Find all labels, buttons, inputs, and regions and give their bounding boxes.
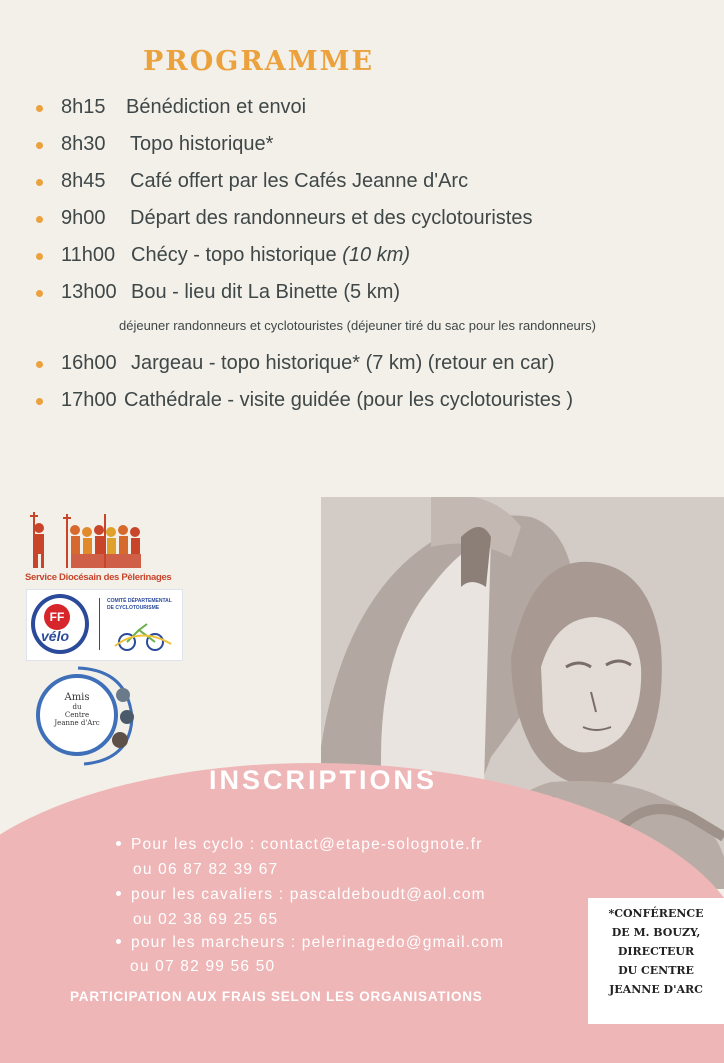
medallion-icon	[120, 710, 134, 724]
item-time: 8h45	[61, 170, 106, 192]
item-label: Chécy - topo historique (10 km)	[131, 244, 411, 266]
bullet-icon	[36, 142, 43, 149]
bullet-icon	[36, 105, 43, 112]
item-label: Bénédiction et envoi	[126, 96, 307, 118]
item-label: Départ des randonneurs et des cyclotouristes	[130, 207, 533, 229]
inscription-line: pour les marcheurs : pelerinagedo@gmail.com	[116, 934, 504, 952]
ffvelo-logo	[26, 589, 183, 661]
item-distance: (10 km)	[342, 244, 411, 266]
medallion-icon	[112, 732, 128, 748]
bullet-icon	[36, 179, 43, 186]
bullet-icon	[116, 939, 121, 944]
item-time: 8h15	[61, 96, 106, 118]
item-time: 8h30	[61, 133, 106, 155]
item-time: 13h00	[61, 281, 117, 303]
service-pelerinages-logo	[25, 510, 172, 592]
service-logo-text: Service Diocésain des Pèlerinages	[25, 572, 172, 583]
item-time: 16h00	[61, 352, 117, 374]
medallion-icon	[116, 688, 130, 702]
ffvelo-velo: vélo	[41, 628, 70, 644]
ffvelo-ff: FF	[44, 604, 70, 630]
amis-centre-logo	[28, 664, 140, 768]
inscriptions-title: INSCRIPTIONS	[209, 765, 438, 795]
item-label: Topo historique*	[130, 133, 274, 155]
conference-note: *CONFÉRENCE DE M. BOUZY, DIRECTEUR DU CENTRE JEANNE D'ARC	[588, 898, 724, 1024]
item-time: 11h00	[61, 244, 116, 266]
pilgrims-icon	[25, 510, 147, 570]
inscription-line: ou 02 38 69 25 65	[133, 911, 279, 928]
bullet-icon	[36, 216, 43, 223]
bullet-icon	[36, 361, 43, 368]
bullet-icon	[36, 290, 43, 297]
bullet-icon	[116, 841, 121, 846]
amis-circle: Amis du Centre Jeanne d'Arc	[36, 674, 118, 756]
inscription-line: pour les cavaliers : pascaldeboudt@aol.com	[116, 886, 486, 904]
item-label: Bou - lieu dit La Binette (5 km)	[131, 281, 401, 303]
inscription-line: ou 06 87 82 39 67	[133, 861, 279, 878]
item-time: 9h00	[61, 207, 106, 229]
bullet-icon	[36, 253, 43, 260]
cyclist-icon	[111, 616, 175, 652]
item-label: Cathédrale - visite guidée (pour les cyclotouristes )	[124, 389, 574, 411]
item-label: Jargeau - topo historique* (7 km) (retour en car)	[131, 352, 555, 374]
participation-footer: PARTICIPATION AUX FRAIS SELON LES ORGANISATIONS	[70, 989, 483, 1004]
item-time: 17h00	[61, 389, 117, 411]
item-label: Café offert par les Cafés Jeanne d'Arc	[130, 170, 469, 192]
comite-text: COMITÉ DÉPARTEMENTAL DE CYCLOTOURISME	[107, 598, 172, 611]
lunch-note: déjeuner randonneurs et cyclotouristes (déjeuner tiré du sac pour les randonneurs)	[119, 318, 596, 333]
ffvelo-circle-icon	[31, 594, 89, 654]
inscription-line: ou 07 82 99 56 50	[130, 958, 276, 975]
programme-title: PROGRAMME	[143, 46, 375, 77]
bullet-icon	[36, 398, 43, 405]
inscription-line: Pour les cyclo : contact@etape-solognote.fr	[116, 836, 483, 854]
bullet-icon	[116, 891, 121, 896]
